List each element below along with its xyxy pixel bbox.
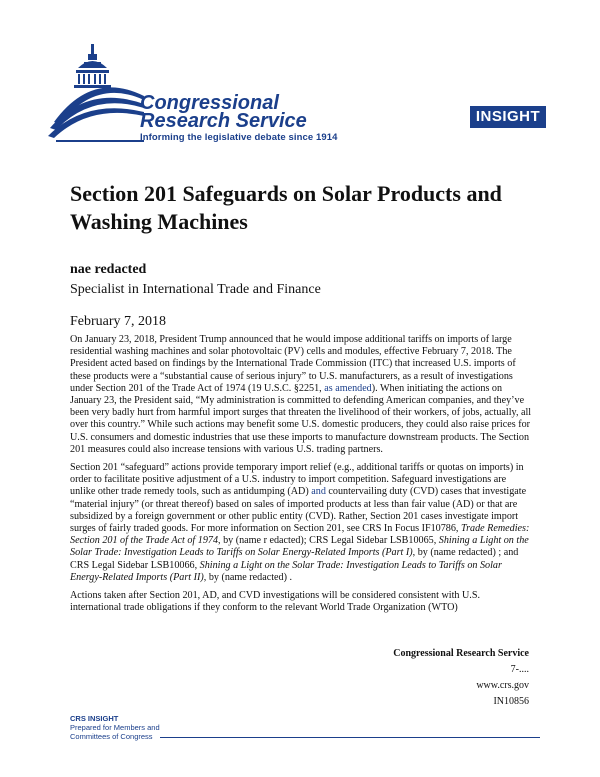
lsb10066-title: Shining a Light on the Solar Trade: Investigation Leads to Tariffs on Solar Energy-Related Imports (Part II) xyxy=(70,559,502,583)
crs-insight-label: CRS INSIGHT xyxy=(70,714,119,723)
footer-url[interactable]: www.crs.gov xyxy=(476,680,529,691)
footer-org: Congressional Research Service xyxy=(393,648,529,659)
paragraph-1-text-a: On January 23, 2018, President Trump announced that he would impose additional tariffs on imports of large residential washing machines and solar photovoltaic (PV) cells and modules, effective February 7, 2018. The President acted based on findings by the International Trade Commission (ITC) that increased U.S. imports of these products were a “substantial cause of serious injury” to U.S. manufacturers, as a result of investigations under Section 201 of the Trade Act of 1974 (19 U.S.C. §2251, xyxy=(70,334,516,394)
if10786-title: Trade Remedies: Section 201 of the Trade Act of 1974 xyxy=(70,523,530,547)
paragraph-1 xyxy=(70,334,532,456)
author-name: nae redacted xyxy=(70,262,147,277)
page-footer xyxy=(300,646,529,710)
paragraph-3: Actions taken after Section 201, AD, and CVD investigations will be considered consistent with U.S. international trade obligations if they conform to the relevant World Trade Organization (WTO) xyxy=(70,590,480,614)
crs-insight-line-2: Committees of Congress xyxy=(70,732,153,741)
paragraph-2-text-d: , by (name redacted) ; and CRS Legal Sidebar LSB10066, xyxy=(70,547,519,571)
logo-text xyxy=(140,94,338,143)
document-body xyxy=(70,334,532,620)
and-link[interactable]: and xyxy=(311,486,326,498)
capitol-dome-icon xyxy=(48,40,148,150)
logo-tagline: Informing the legislative debate since 1914 xyxy=(140,132,338,143)
lsb10065-title: Shining a Light on the Solar Trade: Investigation Leads to Tariffs on Solar Energy-Related Imports (Part I) xyxy=(70,535,529,559)
crs-insight-line-1: Prepared for Members and xyxy=(70,723,160,732)
crs-logo xyxy=(48,40,348,150)
paragraph-2 xyxy=(70,462,532,584)
as-amended-link[interactable]: as amended xyxy=(324,382,372,394)
paragraph-2-text-e: , by (name redacted) . xyxy=(203,571,293,583)
document-title: Section 201 Safeguards on Solar Products and Washing Machines xyxy=(70,181,502,234)
publication-date: February 7, 2018 xyxy=(70,314,167,329)
paragraph-2-text-a: Section 201 “safeguard” actions provide temporary import relief (e.g., additional tariffs or quotas on imports) in order to facilitate positive adjustment of a U.S. industry to import competition. Safeguard investigations are unlike other trade remedy tools, such as antidumping (AD) xyxy=(70,462,524,498)
footer-page: 7-.... xyxy=(510,664,529,675)
logo-line-1: Congressional xyxy=(140,92,279,114)
insight-badge: INSIGHT xyxy=(470,106,546,128)
footer-rule xyxy=(160,737,540,738)
footer-id: IN10856 xyxy=(493,696,529,707)
paragraph-2-text-b: countervailing duty (CVD) cases that investigate “material injury” (or threat thereof) based on sales of imported products at less than fair value (AD) or that are subsidized by a foreign government or other public entity (CVD). Rather, Section 201 cases investigate import surges of fairly traded goods. For more information on Section 201, see CRS In Focus IF10786, xyxy=(70,486,527,535)
crs-insight-footer xyxy=(70,714,160,741)
author-title: Specialist in International Trade and Finance xyxy=(70,282,321,297)
paragraph-2-text-c: , by (name r edacted); CRS Legal Sidebar LSB10065, xyxy=(218,535,439,547)
paragraph-1-text-b: ). When initiating the actions on January 23, the President said, “My administration is committed to defending American companies, and they’ve been very badly hurt from harmful import surges that threaten the livelihood of their workers, of jobs, actually, all over this country.” While such actions may benefit some U.S. domestic producers, they could also raise prices for U.S. consumers and domestic industries that use these imports to manufacture downstream products. The Section 201 measures could also increase tensions with various U.S. trading partners. xyxy=(70,382,532,455)
logo-line-2: Research Service xyxy=(140,110,307,132)
